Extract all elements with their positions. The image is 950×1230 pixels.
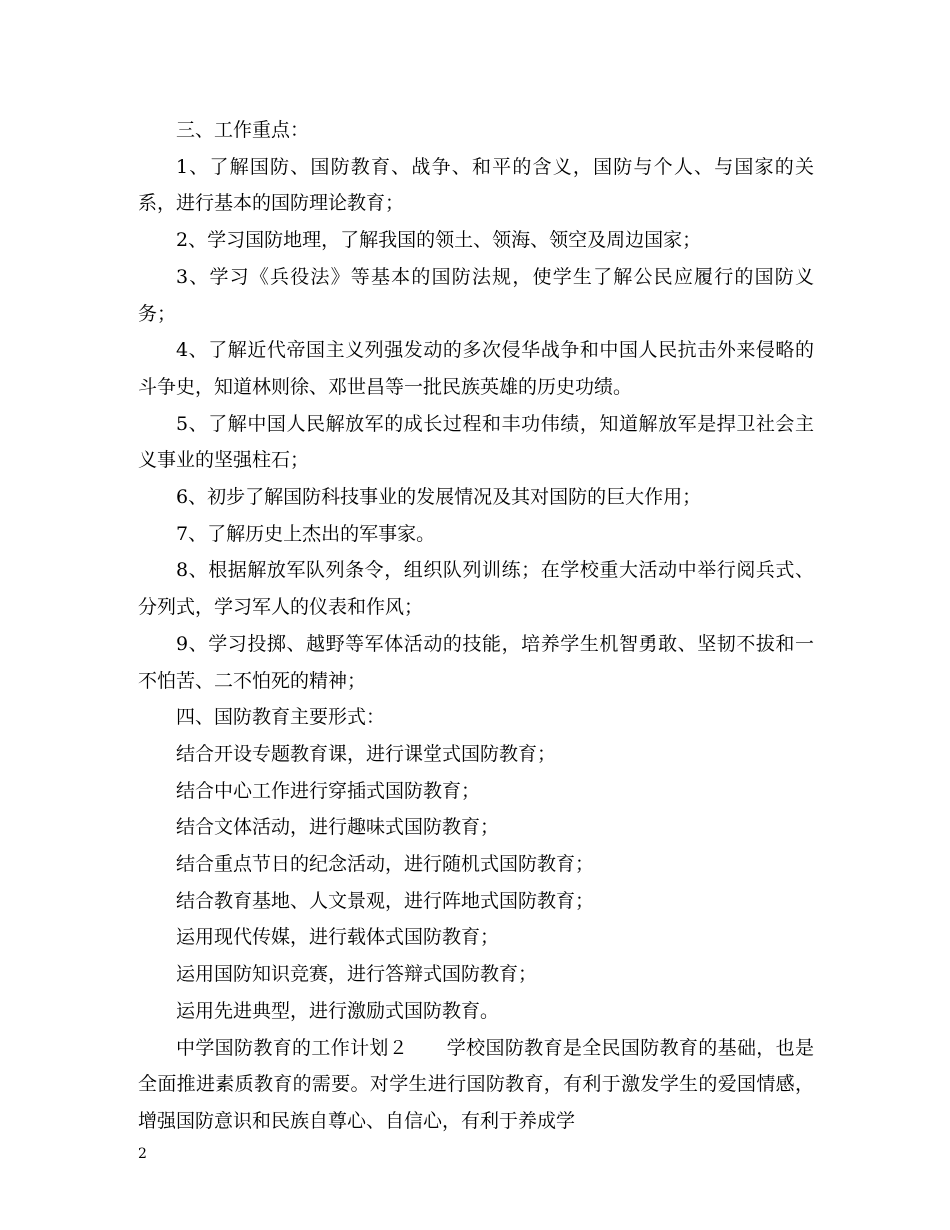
form-item-2: 结合中心工作进行穿插式国防教育；	[176, 779, 481, 802]
form-item-6: 运用现代传媒，进行载体式国防教育；	[176, 926, 500, 949]
list-item-9: 9、学习投掷、越野等军体活动的技能，培养学生机智勇敢、坚韧不拔和一不怕苦、二不怕死的精神；	[138, 632, 814, 692]
form-item-7: 运用国防知识竞赛，进行答辩式国防教育；	[176, 963, 538, 986]
list-item-7: 7、了解历史上杰出的军事家。	[176, 522, 436, 545]
section-heading-work-focus: 三、工作重点：	[176, 119, 310, 141]
list-item-2: 2、学习国防地理，了解我国的领土、领海、领空及周边国家；	[176, 229, 702, 252]
list-item-1: 1、了解国防、国防教育、战争、和平的含义，国防与个人、与国家的关系，进行基本的国防理论教育；	[138, 155, 814, 215]
form-item-3: 结合文体活动，进行趣味式国防教育；	[176, 816, 500, 839]
form-item-8: 运用先进典型，进行激励式国防教育。	[176, 999, 500, 1022]
closing-paragraph: 中学国防教育的工作计划２ 学校国防教育是全民国防教育的基础，也是全面推进素质教育的需要。对学生进行国防教育，有利于激发学生的爱国情感，增强国防意识和民族自尊心、自信心，有利于养成学	[138, 1036, 814, 1132]
list-item-8: 8、根据解放军队列条令，组织队列训练；在学校重大活动中举行阅兵式、分列式，学习军人的仪表和作风；	[138, 559, 814, 619]
section-heading-main-forms: 四、国防教育主要形式：	[176, 706, 386, 729]
form-item-1: 结合开设专题教育课，进行课堂式国防教育；	[176, 742, 557, 765]
document-body	[138, 112, 814, 1140]
form-item-4: 结合重点节日的纪念活动，进行随机式国防教育；	[176, 853, 595, 876]
list-item-5: 5、了解中国人民解放军的成长过程和丰功伟绩，知道解放军是捍卫社会主义事业的坚强柱石；	[138, 412, 814, 472]
list-item-6: 6、初步了解国防科技事业的发展情况及其对国防的巨大作用；	[176, 486, 702, 509]
list-item-4: 4、了解近代帝国主义列强发动的多次侵华战争和中国人民抗击外来侵略的斗争史，知道林则徐、邓世昌等一批民族英雄的历史功绩。	[138, 339, 814, 398]
list-item-3: 3、学习《兵役法》等基本的国防法规，使学生了解公民应履行的国防义务；	[138, 265, 814, 325]
form-item-5: 结合教育基地、人文景观，进行阵地式国防教育；	[176, 889, 595, 912]
page-number: 2	[138, 1146, 147, 1162]
